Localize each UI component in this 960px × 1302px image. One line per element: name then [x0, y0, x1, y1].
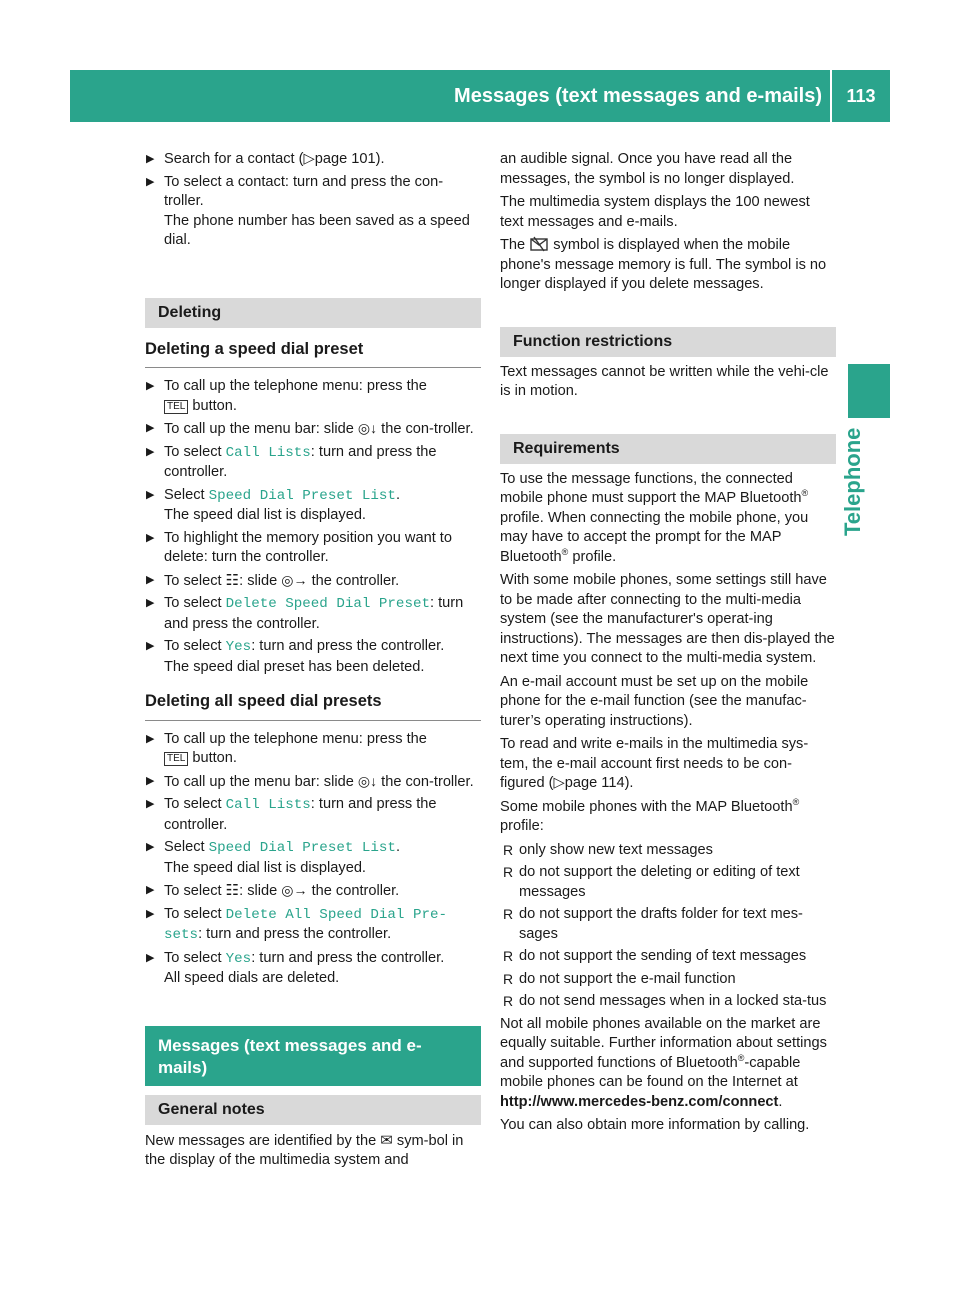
arrow-bullet-icon: ▶	[146, 640, 155, 652]
paragraph: You can also obtain more information by calling.	[500, 1117, 810, 1133]
paragraph: The symbol is displayed when the mobile phone's message memory is full. The symbol is no longer displayed if you delete messages.	[500, 237, 827, 292]
controller-slide-down-icon: ◎↓	[357, 772, 378, 789]
paragraph: To use the message functions, the connected mobile phone must support the MAP Bluetooth® profile. When connecting the mobile phone, you may have to accept the prompt for the MAP Bluetooth® profile.	[500, 470, 809, 565]
paragraph: Text messages cannot be written while the vehi-cle is in motion.	[500, 363, 829, 399]
bullet-r-icon: R	[503, 841, 514, 858]
section-heading-general-notes: General notes	[145, 1095, 481, 1125]
arrow-bullet-icon: ▶	[146, 884, 155, 896]
arrow-bullet-icon: ▶	[146, 951, 155, 964]
list-item: ▶ To call up the telephone menu: press the TEL button.	[146, 730, 427, 766]
page-number: 113	[846, 86, 876, 106]
controller-slide-right-icon: ◎→	[281, 882, 308, 898]
bullet-r-icon: R	[503, 906, 514, 922]
left-column	[145, 150, 481, 1175]
list-item: ▶ To call up the menu bar: slide ◎↓ the con-troller.	[146, 772, 474, 790]
arrow-bullet-icon: ▶	[146, 774, 155, 787]
right-column	[500, 150, 836, 1140]
page-ref-icon: ▷	[303, 151, 315, 167]
subheading-delete-preset: Deleting a speed dial preset	[145, 328, 481, 369]
section-heading-messages: Messages (text messages and e-mails)	[145, 1026, 481, 1086]
list-item: ▶ Search for a contact (▷page 101).	[145, 150, 481, 170]
section-heading-function-restrictions: Function restrictions	[500, 327, 836, 357]
list-item: R do not support the drafts folder for text mes-sages	[503, 906, 803, 942]
list-item: R do not send messages when in a locked sta-tus	[500, 992, 836, 1012]
speed-dial-icon: ☷	[225, 882, 240, 899]
section-heading-requirements: Requirements	[500, 434, 836, 464]
bullet-r-icon: R	[503, 948, 514, 964]
page-ref-icon: ▷	[553, 775, 565, 791]
arrow-bullet-icon: ▶	[146, 531, 155, 544]
envelope-icon: ✉	[380, 1131, 393, 1149]
arrow-bullet-icon: ▶	[146, 445, 155, 458]
bullet-r-icon: R	[503, 993, 514, 1009]
list-item: ▶ To select ☷: slide ◎→ the controller.	[146, 571, 400, 589]
arrow-bullet-icon: ▶	[146, 798, 155, 810]
controller-slide-down-icon: ◎↓	[357, 420, 378, 436]
speed-dial-icon: ☷	[225, 571, 240, 589]
list-item: ▶ Select Speed Dial Preset List. The speed dial list is displayed.	[146, 486, 400, 523]
list-item: R do not support the deleting or editing of text messages	[503, 864, 800, 900]
paragraph: Not all mobile phones available on the market are equally suitable. Further information about settings and supported functions of Bluetooth®-capable mobile phones can be found on the Internet at http://www.mercedes-benz.com/connect.	[500, 1015, 827, 1110]
list-item: ▶ To highlight the memory position you want to delete: turn the controller.	[146, 529, 452, 565]
general-notes-text: New messages are identified by the ✉ sym-bol in the display of the multimedia system and	[145, 1131, 464, 1168]
list-item: R do not support the e-mail function	[500, 970, 836, 990]
list-item: ▶ To select Yes: turn and press the controller. All speed dials are deleted.	[146, 949, 445, 986]
arrow-bullet-icon: ▶	[146, 175, 155, 188]
list-item: ▶ To select Delete Speed Dial Preset: turn and press the controller.	[146, 595, 464, 632]
tel-key-icon: TEL	[164, 752, 188, 766]
arrow-bullet-icon: ▶	[146, 153, 155, 165]
list-item: ▶ To select ☷: slide ◎→ the controller.	[146, 882, 400, 899]
list-item: ▶ To select Delete All Speed Dial Pre‐ sets: turn and press the controller.	[146, 905, 448, 943]
controller-slide-right-icon: ◎→	[281, 571, 308, 588]
list-item: ▶ To select Call Lists: turn and press the controller.	[146, 443, 437, 480]
list-item: ▶ To select a contact: turn and press the con-troller. The phone number has been saved as a speed dial.	[146, 173, 470, 248]
arrow-bullet-icon: ▶	[146, 380, 155, 392]
arrow-bullet-icon: ▶	[146, 488, 155, 501]
arrow-bullet-icon: ▶	[146, 907, 155, 920]
list-item: R only show new text messages	[500, 841, 836, 861]
arrow-bullet-icon: ▶	[146, 422, 155, 434]
paragraph: An e-mail account must be set up on the mobile phone for the e-mail function (see the manufac-turer’s operating instructions).	[500, 673, 809, 729]
arrow-bullet-icon: ▶	[146, 597, 155, 609]
paragraph: With some mobile phones, some settings still have to be made after connecting to the multi-media system (see the manufacturer's operat-ing instructions). The messages are then dis-played the next time you connect to the multi-media system.	[500, 572, 835, 666]
list-item: R do not support the sending of text messages	[500, 947, 836, 967]
paragraph: an audible signal. Once you have read all the messages, the symbol is no longer displayed.	[500, 151, 795, 187]
arrow-bullet-icon: ▶	[146, 732, 155, 745]
message-memory-full-icon	[529, 236, 549, 252]
paragraph: Some mobile phones with the MAP Bluetooth® profile:	[500, 796, 800, 834]
bullet-r-icon: R	[503, 970, 514, 987]
connect-url-link[interactable]: http://www.mercedes-benz.com/connect	[500, 1093, 779, 1110]
subheading-delete-all: Deleting all speed dial presets	[145, 680, 481, 721]
paragraph: To read and write e-mails in the multimedia sys-tem, the e-mail account first needs to be con-figured (▷page 114).	[500, 736, 809, 791]
side-tab-marker	[848, 364, 890, 418]
list-item: ▶ Select Speed Dial Preset List. The speed dial list is displayed.	[146, 839, 400, 876]
arrow-bullet-icon: ▶	[146, 573, 155, 586]
side-tab-label: Telephone	[840, 428, 865, 537]
list-item: ▶ To select Call Lists: turn and press the controller.	[146, 796, 437, 833]
bullet-r-icon: R	[503, 864, 514, 880]
list-item: ▶ To select Yes: turn and press the controller. The speed dial preset has been deleted.	[146, 638, 445, 675]
page-header-title: Messages (text messages and e-mails)	[454, 85, 822, 107]
paragraph: The multimedia system displays the 100 newest text messages and e-mails.	[500, 194, 810, 230]
section-heading-deleting: Deleting	[145, 298, 481, 328]
list-item: ▶ To call up the telephone menu: press the TEL button.	[146, 378, 427, 414]
list-item: ▶ To call up the menu bar: slide ◎↓ the con-troller.	[146, 420, 474, 437]
arrow-bullet-icon: ▶	[146, 841, 155, 853]
tel-key-icon: TEL	[164, 400, 188, 414]
